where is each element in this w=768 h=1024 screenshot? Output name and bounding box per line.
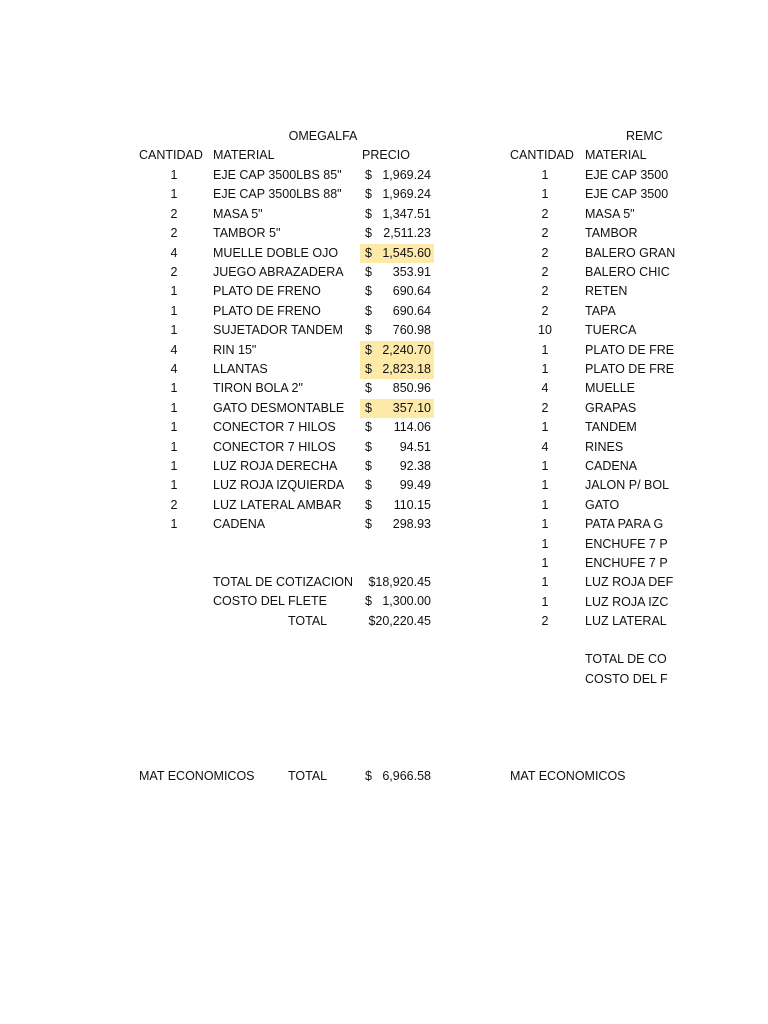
left-costo-flete-currency: $ — [365, 594, 372, 608]
item-price: 1,969.24 — [382, 187, 431, 202]
item-price: 1,347.51 — [382, 206, 431, 221]
item-price: 92.38 — [399, 459, 431, 473]
item-quantity: 1 — [541, 478, 549, 493]
item-price-cell — [360, 379, 434, 398]
item-price: 2,823.18 — [382, 362, 431, 376]
table-row — [139, 379, 439, 398]
currency-symbol: $ — [365, 439, 372, 454]
table-row — [139, 321, 439, 340]
left-costo-flete-value: 1,300.00 — [382, 594, 431, 608]
left-total-cotizacion-label: TOTAL DE COTIZACION — [213, 575, 354, 589]
table-row — [139, 185, 439, 204]
item-quantity: 4 — [170, 245, 178, 260]
item-quantity: 1 — [541, 517, 549, 532]
item-price: 298.93 — [392, 517, 431, 532]
right-items-table — [510, 166, 710, 636]
table-row — [510, 341, 710, 360]
item-price: 690.64 — [392, 284, 431, 299]
left-total-label: TOTAL — [288, 614, 328, 628]
item-quantity: 2 — [541, 245, 549, 260]
item-price: 99.49 — [399, 478, 431, 493]
table-row — [139, 457, 439, 476]
currency-symbol: $ — [365, 323, 372, 338]
item-quantity: 2 — [541, 614, 549, 629]
item-price-cell — [360, 302, 434, 321]
table-row — [139, 360, 439, 379]
table-row — [510, 166, 710, 185]
left-header-material: MATERIAL — [213, 148, 275, 162]
item-quantity: 1 — [541, 497, 549, 512]
item-price: 94.51 — [399, 439, 431, 454]
item-price-cell — [360, 496, 434, 515]
item-quantity: 1 — [170, 303, 178, 318]
item-material: TAMBOR — [585, 226, 638, 241]
item-quantity: 1 — [541, 342, 549, 357]
item-quantity: 4 — [541, 381, 549, 396]
table-row — [139, 263, 439, 282]
item-price-cell — [360, 476, 434, 495]
item-price-cell — [360, 360, 434, 379]
item-quantity: 1 — [170, 284, 178, 299]
item-price-cell — [360, 457, 434, 476]
right-table-clip — [505, 0, 676, 1024]
table-row — [510, 573, 710, 592]
item-quantity: 1 — [541, 536, 549, 551]
item-material: TANDEM — [585, 420, 637, 435]
left-mat-economicos-label: MAT ECONOMICOS — [139, 769, 255, 783]
item-price: 1,545.60 — [382, 245, 431, 260]
table-row — [139, 282, 439, 301]
currency-symbol: $ — [365, 381, 372, 396]
item-material: CONECTOR 7 HILOS — [213, 420, 336, 435]
item-quantity: 1 — [541, 594, 549, 609]
currency-symbol: $ — [365, 168, 372, 182]
item-quantity: 2 — [541, 303, 549, 318]
item-material: RETEN — [585, 284, 628, 299]
item-material: BALERO GRAN — [585, 245, 676, 260]
item-quantity: 1 — [541, 420, 549, 435]
item-material: EJE CAP 3500LBS 88" — [213, 187, 342, 202]
table-row — [139, 341, 439, 360]
table-row — [510, 244, 710, 263]
item-price-cell — [360, 341, 434, 360]
table-row — [139, 224, 439, 243]
item-quantity: 4 — [170, 342, 178, 357]
currency-symbol: $ — [365, 226, 372, 241]
item-material: LLANTAS — [213, 362, 268, 376]
item-material: EJE CAP 3500 — [585, 187, 669, 202]
item-price-cell — [360, 185, 434, 204]
table-row — [510, 302, 710, 321]
item-material: MASA 5" — [213, 206, 263, 221]
item-price-cell — [360, 438, 434, 457]
item-quantity: 1 — [170, 400, 178, 415]
left-total-cotizacion-value: $18,920.45 — [368, 575, 431, 589]
item-material: CADENA — [213, 517, 266, 532]
table-row — [139, 515, 439, 534]
item-quantity: 1 — [541, 362, 549, 376]
table-row — [510, 496, 710, 515]
item-quantity: 1 — [170, 381, 178, 396]
table-row — [510, 515, 710, 534]
item-quantity: 2 — [170, 206, 178, 221]
table-row — [139, 418, 439, 437]
left-costo-flete-label: COSTO DEL FLETE — [213, 594, 327, 608]
table-row — [510, 418, 710, 437]
item-material: JUEGO ABRAZADERA — [213, 265, 344, 279]
table-row — [510, 379, 710, 398]
table-row — [510, 476, 710, 495]
right-title: REMC — [626, 129, 663, 143]
item-material: PLATO DE FRENO — [213, 284, 321, 299]
currency-symbol: $ — [365, 400, 372, 415]
item-material: ENCHUFE 7 P — [585, 556, 668, 570]
item-quantity: 1 — [170, 459, 178, 473]
item-material: LUZ ROJA IZQUIERDA — [213, 478, 345, 493]
right-header-material: MATERIAL — [585, 148, 647, 162]
item-material: PLATO DE FRE — [585, 342, 675, 357]
item-quantity: 1 — [170, 323, 178, 338]
item-quantity: 2 — [541, 265, 549, 279]
item-material: PLATO DE FRENO — [213, 303, 321, 318]
item-price-cell — [360, 515, 434, 534]
item-price: 690.64 — [392, 303, 431, 318]
table-row — [510, 438, 710, 457]
item-price-cell — [360, 418, 434, 437]
table-row — [139, 205, 439, 224]
table-row — [139, 438, 439, 457]
item-quantity: 2 — [170, 226, 178, 241]
left-mat-economicos-currency: $ — [365, 769, 372, 783]
item-price-cell — [360, 244, 434, 263]
item-quantity: 1 — [541, 575, 549, 590]
item-material: GRAPAS — [585, 400, 637, 415]
currency-symbol: $ — [365, 265, 372, 279]
left-mat-economicos-total-label: TOTAL — [288, 769, 328, 783]
table-row — [510, 224, 710, 243]
item-material: TAPA — [585, 303, 616, 318]
item-quantity: 1 — [541, 187, 549, 202]
item-material: GATO DESMONTABLE — [213, 400, 345, 415]
table-row — [139, 302, 439, 321]
table-row — [139, 399, 439, 418]
left-mat-economicos-value: 6,966.58 — [382, 769, 431, 783]
item-quantity: 1 — [170, 420, 178, 435]
table-row — [139, 166, 439, 185]
item-material: EJE CAP 3500 — [585, 168, 669, 182]
table-row — [139, 244, 439, 263]
item-price-cell — [360, 399, 434, 418]
right-costo-flete-label: COSTO DEL F — [585, 672, 668, 686]
item-quantity: 1 — [170, 439, 178, 454]
item-price-cell — [360, 224, 434, 243]
currency-symbol: $ — [365, 517, 372, 532]
table-row — [510, 399, 710, 418]
currency-symbol: $ — [365, 420, 372, 435]
item-price-cell — [360, 282, 434, 301]
table-row — [510, 321, 710, 340]
item-material: TIRON BOLA 2" — [213, 381, 303, 396]
item-quantity: 10 — [538, 323, 552, 338]
item-price: 1,969.24 — [382, 168, 431, 182]
currency-symbol: $ — [365, 459, 372, 473]
item-price-cell — [360, 321, 434, 340]
item-price: 760.98 — [392, 323, 431, 338]
table-row — [139, 496, 439, 515]
item-material: GATO — [585, 497, 620, 512]
item-quantity: 2 — [541, 400, 549, 415]
right-header-cantidad: CANTIDAD — [510, 148, 574, 162]
item-material: LUZ ROJA DEF — [585, 575, 674, 590]
table-row — [510, 612, 710, 631]
item-material: RIN 15" — [213, 342, 257, 357]
item-material: CONECTOR 7 HILOS — [213, 439, 336, 454]
item-price: 114.06 — [393, 420, 431, 435]
item-material: TUERCA — [585, 323, 637, 338]
table-row — [139, 476, 439, 495]
item-quantity: 2 — [170, 497, 178, 512]
item-material: EJE CAP 3500LBS 85" — [213, 168, 342, 182]
table-row — [510, 535, 710, 554]
item-quantity: 2 — [170, 265, 178, 279]
table-row — [510, 263, 710, 282]
currency-symbol: $ — [365, 342, 372, 357]
currency-symbol: $ — [365, 187, 372, 202]
item-material: MUELLE DOBLE OJO — [213, 245, 339, 260]
item-quantity: 4 — [541, 439, 549, 454]
item-price: 2,511.23 — [383, 226, 431, 241]
item-quantity: 1 — [170, 478, 178, 493]
item-quantity: 2 — [541, 284, 549, 299]
currency-symbol: $ — [365, 497, 372, 512]
table-row — [510, 282, 710, 301]
item-price: 353.91 — [392, 265, 431, 279]
item-material: LUZ ROJA IZC — [585, 594, 669, 609]
currency-symbol: $ — [365, 303, 372, 318]
currency-symbol: $ — [365, 362, 372, 376]
left-header-precio: PRECIO — [362, 148, 410, 162]
right-mat-economicos-label: MAT ECONOMICOS — [510, 769, 626, 783]
item-quantity: 1 — [170, 187, 178, 202]
currency-symbol: $ — [365, 284, 372, 299]
table-row — [510, 185, 710, 204]
item-material: MUELLE — [585, 381, 636, 396]
item-price: 2,240.70 — [382, 342, 431, 357]
item-quantity: 1 — [541, 459, 549, 473]
item-material: ENCHUFE 7 P — [585, 536, 668, 551]
right-total-cotizacion-label: TOTAL DE CO — [585, 652, 667, 666]
currency-symbol: $ — [365, 478, 372, 493]
left-total-value: $20,220.45 — [368, 614, 431, 628]
item-material: LUZ ROJA DERECHA — [213, 459, 338, 473]
item-quantity: 2 — [541, 206, 549, 221]
item-price-cell — [360, 166, 434, 185]
item-price-cell — [360, 205, 434, 224]
left-header-cantidad: CANTIDAD — [139, 148, 203, 162]
item-price: 110.15 — [393, 497, 431, 512]
item-material: RINES — [585, 439, 624, 454]
left-items-table — [139, 166, 439, 546]
table-row — [510, 360, 710, 379]
table-row — [510, 593, 710, 612]
item-material: PLATO DE FRE — [585, 362, 675, 376]
table-row — [510, 205, 710, 224]
item-quantity: 1 — [541, 556, 549, 570]
table-row — [510, 457, 710, 476]
item-price: 357.10 — [392, 400, 431, 415]
item-material: PATA PARA G — [585, 517, 664, 532]
item-material: SUJETADOR TANDEM — [213, 323, 343, 338]
item-material: LUZ LATERAL AMBAR — [213, 497, 342, 512]
item-price-cell — [360, 263, 434, 282]
item-price: 850.96 — [392, 381, 431, 396]
item-material: TAMBOR 5" — [213, 226, 281, 241]
item-material: CADENA — [585, 459, 638, 473]
item-quantity: 4 — [170, 362, 178, 376]
item-material: BALERO CHIC — [585, 265, 670, 279]
item-quantity: 2 — [541, 226, 549, 241]
left-title: OMEGALFA — [288, 129, 358, 143]
item-quantity: 1 — [170, 517, 178, 532]
item-material: MASA 5" — [585, 206, 635, 221]
currency-symbol: $ — [365, 245, 372, 260]
item-quantity: 1 — [541, 168, 549, 182]
item-quantity: 1 — [170, 168, 178, 182]
item-material: JALON P/ BOL — [585, 478, 670, 493]
table-row — [510, 554, 710, 573]
currency-symbol: $ — [365, 206, 372, 221]
item-material: LUZ LATERAL — [585, 614, 667, 629]
